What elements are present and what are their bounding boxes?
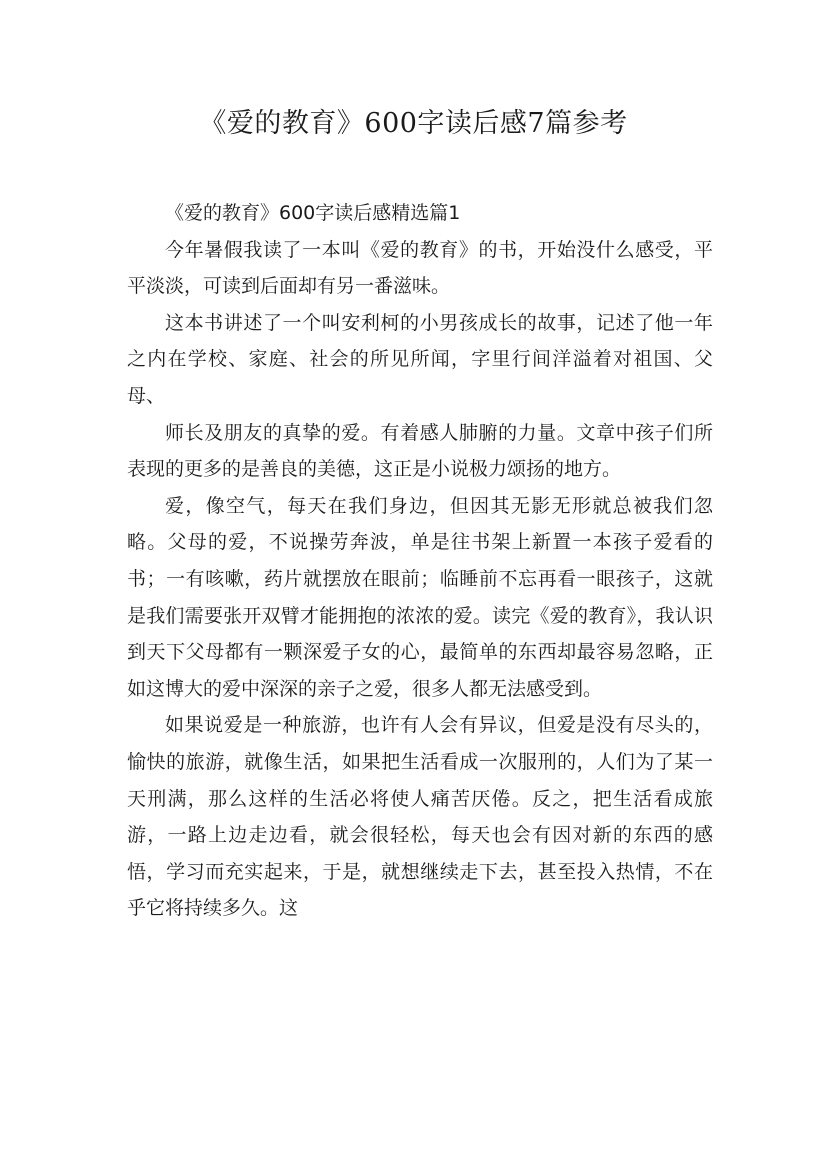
document-title: 《爱的教育》600字读后感7篇参考: [199, 108, 628, 139]
document-body: [127, 195, 713, 927]
paragraph-4: 爱，像空气，每天在我们身边，但因其无影无形就总被我们忽略。父母的爱，不说操劳奔波，单是往书架上新置一本孩子爱看的书；一有咳嗽，药片就摆放在眼前；临睡前不忘再看一眼孩子，这就是我们需要张开双臂才能拥抱的浓浓的爱。读完《爱的教育》，我认识到天下父母都有一颗深爱子女的心，最简单的东西却最容易忽略，正如这博大的爱中深深的亲子之爱，很多人都无法感受到。: [127, 494, 713, 700]
paragraph-5: 如果说爱是一种旅游，也许有人会有异议，但爱是没有尽头的，愉快的旅游，就像生活，如果把生活看成一次服刑的，人们为了某一天刑满，那么这样的生活必将使人痛苦厌倦。反之，把生活看成旅游，一路上边走边看，就会很轻松，每天也会有因对新的东西的感悟，学习而充实起来，于是，就想继续走下去，甚至投入热情，不在乎它将持续多久。这: [127, 714, 713, 920]
paragraph-1: 今年暑假我读了一本叫《爱的教育》的书，开始没什么感受，平平淡淡，可读到后面却有另一番滋味。: [127, 238, 713, 298]
paragraph-2: 这本书讲述了一个叫安利柯的小男孩成长的故事，记述了他一年之内在学校、家庭、社会的所见所闻，字里行间洋溢着对祖国、父母、: [127, 311, 713, 407]
section-heading: 《爱的教育》600字读后感精选篇1: [165, 202, 461, 224]
paragraph-3: 师长及朋友的真挚的爱。有着感人肺腑的力量。文章中孩子们所表现的更多的是善良的美德，这正是小说极力颂扬的地方。: [127, 421, 713, 481]
